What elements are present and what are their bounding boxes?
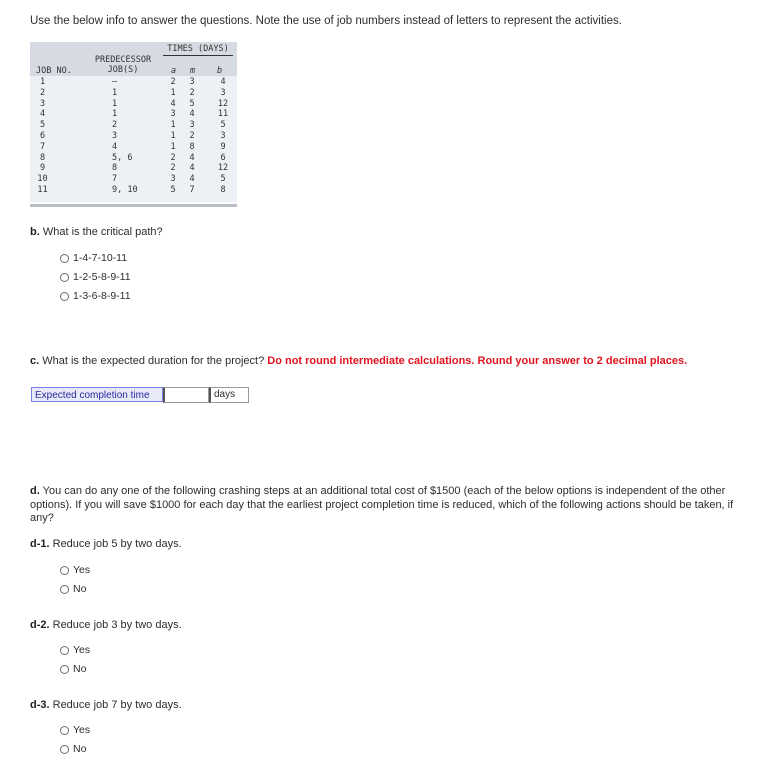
- time-b-cell: 8: [220, 185, 226, 195]
- time-b-cell: 11: [217, 109, 229, 120]
- option-label: 1-4-7-10-11: [73, 252, 128, 264]
- time-a-cell: 5: [170, 185, 176, 195]
- radio-button[interactable]: [60, 292, 69, 301]
- time-b-cell: 5: [220, 120, 226, 131]
- question-d2-text: Reduce job 3 by two days.: [49, 619, 182, 631]
- time-b-cell: 12: [217, 163, 229, 174]
- job-number-cell: 8: [39, 152, 46, 163]
- question-d3: [30, 699, 182, 711]
- question-d-label: d.: [30, 485, 40, 497]
- predecessor-cell: 5, 6: [112, 152, 133, 163]
- question-d-text: You can do any one of the following crashing steps at an additional total cost of $1500 (each of the below options is independent of the other options). If you will save $1000 for each day that the earliest project completion time is reduced, which of the following actions should be taken, if any?: [30, 485, 734, 524]
- expected-completion-input[interactable]: [163, 387, 209, 403]
- time-b-cell: 12: [217, 98, 229, 109]
- option-label: 1-2-5-8-9-11: [73, 271, 131, 283]
- time-m-cell: 3: [189, 77, 195, 87]
- predecessor-header: [88, 55, 158, 75]
- question-c-instruction: Do not round intermediate calculations. Round your answer to 2 decimal places.: [267, 355, 688, 367]
- question-b-label: b.: [30, 226, 40, 238]
- column-m-header: m: [190, 66, 196, 76]
- predecessor-cell: 1: [112, 109, 118, 120]
- question-d1: [30, 538, 182, 550]
- time-a-cell: 2: [170, 152, 176, 163]
- radio-button[interactable]: [60, 665, 69, 674]
- predecessor-cell: 7: [112, 174, 118, 185]
- predecessor-cell: 3: [112, 131, 118, 141]
- time-m-cell: 7: [189, 185, 195, 195]
- time-m-cell: 4: [189, 109, 195, 120]
- question-d3-label: d-3.: [30, 699, 50, 711]
- expected-completion-label: Expected completion time: [31, 387, 163, 402]
- option-b-3[interactable]: [60, 290, 131, 302]
- option-label: Yes: [73, 724, 91, 736]
- time-a-cell: 3: [170, 174, 176, 185]
- time-a-cell: 4: [170, 98, 176, 109]
- time-m-cell: 4: [189, 174, 195, 185]
- question-d3-text: Reduce job 7 by two days.: [49, 699, 182, 711]
- table-row: [30, 88, 237, 99]
- time-m-cell: 2: [189, 87, 195, 98]
- job-number-cell: 3: [39, 98, 46, 109]
- time-a-cell: 1: [170, 87, 176, 98]
- time-a-cell: 1: [170, 131, 176, 141]
- table-row: [30, 99, 237, 110]
- time-b-cell: 5: [220, 174, 226, 185]
- job-number-cell: 11: [37, 185, 48, 195]
- time-b-cell: 3: [220, 131, 226, 141]
- time-b-cell: 3: [220, 87, 226, 98]
- time-m-cell: 3: [189, 120, 195, 131]
- time-a-cell: 2: [170, 163, 176, 174]
- times-header: TIMES (DAYS): [163, 44, 233, 56]
- time-a-cell: 1: [170, 141, 176, 152]
- option-label: No: [73, 583, 87, 595]
- question-c-text: What is the expected duration for the project?: [39, 355, 268, 367]
- question-c: [30, 355, 687, 367]
- radio-button[interactable]: [60, 254, 69, 263]
- question-d2: [30, 619, 182, 631]
- time-m-cell: 4: [189, 152, 195, 163]
- job-number-cell: 7: [39, 141, 46, 152]
- question-d1-text: Reduce job 5 by two days.: [49, 538, 182, 550]
- question-c-label: c.: [30, 355, 40, 367]
- time-m-cell: 8: [189, 141, 195, 152]
- predecessor-cell: 1: [112, 87, 118, 98]
- table-row: [30, 109, 237, 120]
- time-a-cell: 2: [170, 77, 176, 87]
- question-d2-label: d-2.: [30, 619, 50, 631]
- radio-button[interactable]: [60, 585, 69, 594]
- column-b-header: b: [217, 66, 223, 76]
- d3-yes-option[interactable]: [60, 724, 90, 736]
- radio-button[interactable]: [60, 646, 69, 655]
- predecessor-cell: 1: [112, 98, 118, 109]
- job-number-cell: 2: [39, 87, 46, 98]
- radio-button[interactable]: [60, 745, 69, 754]
- time-m-cell: 2: [189, 131, 195, 141]
- time-b-cell: 9: [220, 141, 226, 152]
- radio-button[interactable]: [60, 726, 69, 735]
- question-b-text: What is the critical path?: [39, 226, 163, 238]
- option-label: No: [73, 743, 87, 755]
- job-number-cell: 1: [39, 77, 46, 87]
- option-b-1[interactable]: [60, 252, 127, 264]
- option-b-2[interactable]: [60, 271, 131, 283]
- table-row: [30, 153, 237, 164]
- time-m-cell: 5: [189, 98, 195, 109]
- d3-no-option[interactable]: [60, 743, 86, 755]
- time-b-cell: 6: [220, 152, 226, 163]
- question-d: [30, 485, 735, 526]
- job-number-cell: 9: [39, 163, 46, 174]
- time-b-cell: 4: [220, 77, 226, 87]
- time-a-cell: 1: [170, 120, 176, 131]
- table-row: [30, 163, 237, 174]
- option-label: Yes: [73, 644, 91, 656]
- predecessor-header-line1: PREDECESSOR: [94, 55, 152, 65]
- instructions-text: Use the below info to answer the questions. Note the use of job numbers instead of letters to represent the activities.: [30, 15, 622, 27]
- predecessor-cell: –: [112, 77, 118, 87]
- table-bottom-rule: [30, 204, 237, 207]
- time-m-cell: 4: [189, 163, 195, 174]
- job-number-cell: 6: [39, 131, 46, 141]
- predecessor-cell: 8: [112, 163, 118, 174]
- option-label: No: [73, 663, 87, 675]
- question-d1-label: d-1.: [30, 538, 50, 550]
- days-unit-label: days: [209, 387, 249, 403]
- d2-yes-option[interactable]: [60, 644, 90, 656]
- option-label: Yes: [73, 564, 91, 576]
- table-row: [30, 185, 237, 196]
- d2-no-option[interactable]: [60, 663, 86, 675]
- question-b: [30, 226, 163, 238]
- job-number-cell: 5: [39, 120, 46, 131]
- job-times-table: [30, 42, 237, 208]
- d1-yes-option[interactable]: [60, 564, 90, 576]
- table-row: [30, 120, 237, 131]
- table-row: [30, 174, 237, 185]
- radio-button[interactable]: [60, 273, 69, 282]
- predecessor-cell: 4: [112, 141, 118, 152]
- table-row: [30, 131, 237, 142]
- radio-button[interactable]: [60, 566, 69, 575]
- d1-no-option[interactable]: [60, 583, 86, 595]
- column-a-header: a: [171, 66, 177, 76]
- job-number-cell: 10: [37, 174, 48, 185]
- predecessor-cell: 9, 10: [112, 185, 138, 195]
- table-row: [30, 77, 237, 88]
- predecessor-header-line2: JOB(S): [107, 65, 139, 75]
- option-label: 1-3-6-8-9-11: [73, 290, 131, 302]
- job-number-cell: 4: [39, 109, 46, 120]
- job-number-header: JOB NO.: [36, 66, 72, 76]
- table-row: [30, 142, 237, 153]
- predecessor-cell: 2: [112, 120, 118, 131]
- time-a-cell: 3: [170, 109, 176, 120]
